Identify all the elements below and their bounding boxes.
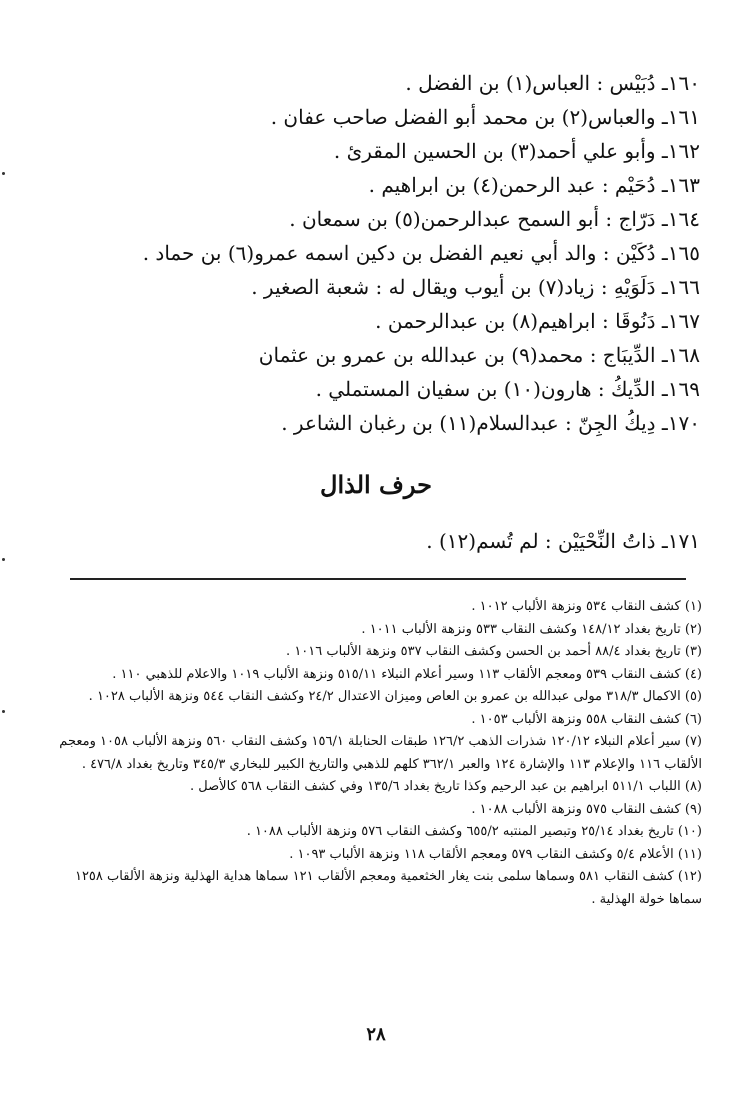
footnote-1: (١) كشف النقاب ٥٣٤ ونزهة الألباب ١٠١٢ . [471,599,702,614]
section-heading: حرف الذال [320,470,432,499]
scan-mark [2,172,5,175]
entry-171: ١٧١ـ ذاتُ النِّحْيَيْن : لم تُسم(١٢) . [426,529,700,553]
footnote-8: (٨) اللباب ٥١١/١ ابراهيم بن عبد الرحيم وكذا تاريخ بغداد ١٣٥/٦ وفي كشف النقاب ٥٦٨ كالأصل . [190,779,702,794]
footnote-9: (٩) كشف النقاب ٥٧٥ ونزهة الألباب ١٠٨٨ . [471,801,702,817]
entry-168: ١٦٨ـ الدِّيبَاج : محمد(٩) بن عبدالله بن عمرو بن عثمان [258,343,700,367]
footnote-6: (٦) كشف النقاب ٥٥٨ ونزهة الألباب ١٠٥٣ . [471,711,702,727]
footnote-divider [70,578,686,580]
entry-169: ١٦٩ـ الدِّيكُ : هارون(١٠) بن سفيان المستملي . [315,377,700,401]
entry-163: ١٦٣ـ دُحَيْم : عبد الرحمن(٤) بن ابراهيم . [368,173,700,197]
entry-167: ١٦٧ـ دَنُوقَا : ابراهيم(٨) بن عبدالرحمن . [375,309,700,333]
footnote-10: (١٠) تاريخ بغداد ٢٥/١٤ وتبصير المنتبه ٦٥٥/٢ وكشف النقاب ٥٧٦ ونزهة الألباب ١٠٨٨ . [246,824,702,839]
footnote-11: (١١) الأعلام ٥/٤ وكشف النقاب ٥٧٩ ومعجم الألقاب ١١٨ ونزهة الألباب ١٠٩٣ . [289,846,702,862]
footnote-12: (١٢) كشف النقاب ٥٨١ وسماها سلمى بنت يغار الخثعمية ومعجم الألقاب ١٢١ سماها هداية الهذلية ونزهة الألقاب ١٢٥٨ سماها خولة الهذلية . [74,869,702,907]
entry-162: ١٦٢ـ وأبو علي أحمد(٣) بن الحسين المقرئ . [333,139,700,163]
entry-166: ١٦٦ـ دَلَوَيْهِ : زياد(٧) بن أيوب ويقال له : شعبة الصغير . [251,275,700,299]
entry-164: ١٦٤ـ دَرّاج : أبو السمح عبدالرحمن(٥) بن سمعان . [289,207,700,231]
footnote-3: (٣) تاريخ بغداد ٨٨/٤ أحمد بن الحسن وكشف النقاب ٥٣٧ ونزهة الألباب ١٠١٦ . [286,644,702,659]
scan-mark [2,710,5,713]
entry-165: ١٦٥ـ دُكَيْن : والد أبي نعيم الفضل بن دكين اسمه عمرو(٦) بن حماد . [142,241,700,265]
footnote-2: (٢) تاريخ بغداد ١٤٨/١٢ وكشف النقاب ٥٣٣ ونزهة الألباب ١٠١١ . [361,621,702,637]
footnote-7: (٧) سير أعلام النبلاء ١٢٠/١٢ شذرات الذهب ١٢٦/٢ طبقات الحنابلة ١٥٦/١ وكشف النقاب ٥٦٠ ونزهة الألباب ١٠٥٨ ومعجم الألقاب ١١٦ والإعلام ١١٣ والإشارة ١٢٤ والعبر ٣٦٢/١ كلهم للذهبي والتاريخ الكبير للبخاري ٣٤٥/٣ وتاريخ بغداد ٤٧٦/٨ . [59,734,702,772]
entry-170: ١٧٠ـ دِيكُ الجِنّ : عبدالسلام(١١) بن رغبان الشاعر . [281,411,700,435]
page-number: ٢٨ [366,1024,386,1045]
footnote-5: (٥) الاكمال ٣١٨/٣ مولى عبدالله بن عمرو بن العاص وميزان الاعتدال ٢٤/٢ وكشف النقاب ٥٤٤ ونزهة الألباب ١٠٢٨ . [88,689,702,704]
entry-161: ١٦١ـ والعباس(٢) بن محمد أبو الفضل صاحب عفان . [270,105,700,129]
entry-list [142,66,700,440]
footnote-4: (٤) كشف النقاب ٥٣٩ ومعجم الألقاب ١١٣ وسير أعلام النبلاء ٥١٥/١١ ونزهة الألباب ١٠١٩ والاعلام للذهبي ١١٠ . [112,666,702,682]
footnotes [52,596,702,911]
entry-160: ١٦٠ـ دُبَيْس : العباس(١) بن الفضل . [405,71,700,95]
scan-mark [2,558,5,561]
